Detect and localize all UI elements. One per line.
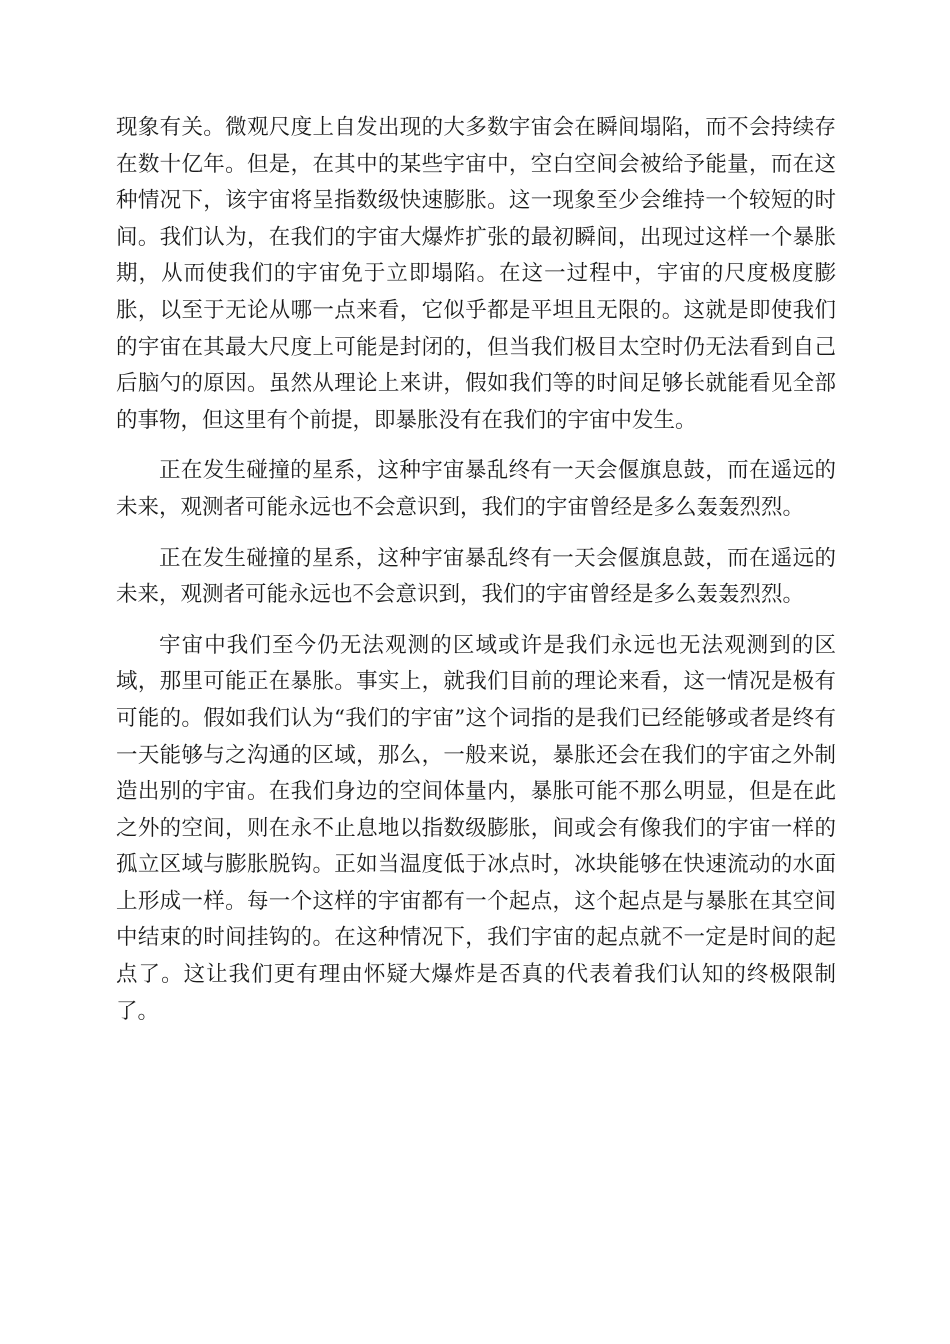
- paragraph-2: 正在发生碰撞的星系，这种宇宙暴乱终有一天会偃旗息鼓，而在遥远的未来，观测者可能永远也不会意识到，我们的宇宙曾经是多么轰轰烈烈。: [116, 458, 836, 520]
- document-body: [116, 110, 836, 1030]
- paragraph-4: 宇宙中我们至今仍无法观测的区域或许是我们永远也无法观测到的区域，那里可能正在暴胀。事实上，就我们目前的理论来看，这一情况是极有可能的。假如我们认为“我们的宇宙”这个词指的是我们已经能够或者是终有一天能够与之沟通的区域，那么，一般来说，暴胀还会在我们的宇宙之外制造出别的宇宙。在我们身边的空间体量内，暴胀可能不那么明显，但是在此之外的空间，则在永不止息地以指数级膨胀，间或会有像我们的宇宙一样的孤立区域与膨胀脱钩。正如当温度低于冰点时，冰块能够在快速流动的水面上形成一样。每一个这样的宇宙都有一个起点，这个起点是与暴胀在其空间中结束的时间挂钩的。在这种情况下，我们宇宙的起点就不一定是时间的起点了。这让我们更有理由怀疑大爆炸是否真的代表着我们认知的终极限制了。: [116, 632, 836, 1024]
- paragraph-1: 现象有关。微观尺度上自发出现的大多数宇宙会在瞬间塌陷，而不会持续存在数十亿年。但是，在其中的某些宇宙中，空白空间会被给予能量，而在这种情况下，该宇宙将呈指数级快速膨胀。这一现象至少会维持一个较短的时间。我们认为，在我们的宇宙大爆炸扩张的最初瞬间，出现过这样一个暴胀期，从而使我们的宇宙免于立即塌陷。在这一过程中，宇宙的尺度极度膨胀，以至于无论从哪一点来看，它似乎都是平坦且无限的。这就是即使我们的宇宙在其最大尺度上可能是封闭的，但当我们极目太空时仍无法看到自己后脑勺的原因。虽然从理论上来讲，假如我们等的时间足够长就能看见全部的事物，但这里有个前提，即暴胀没有在我们的宇宙中发生。: [116, 115, 836, 433]
- paragraph-3: 正在发生碰撞的星系，这种宇宙暴乱终有一天会偃旗息鼓，而在遥远的未来，观测者可能永远也不会意识到，我们的宇宙曾经是多么轰轰烈烈。: [116, 545, 836, 608]
